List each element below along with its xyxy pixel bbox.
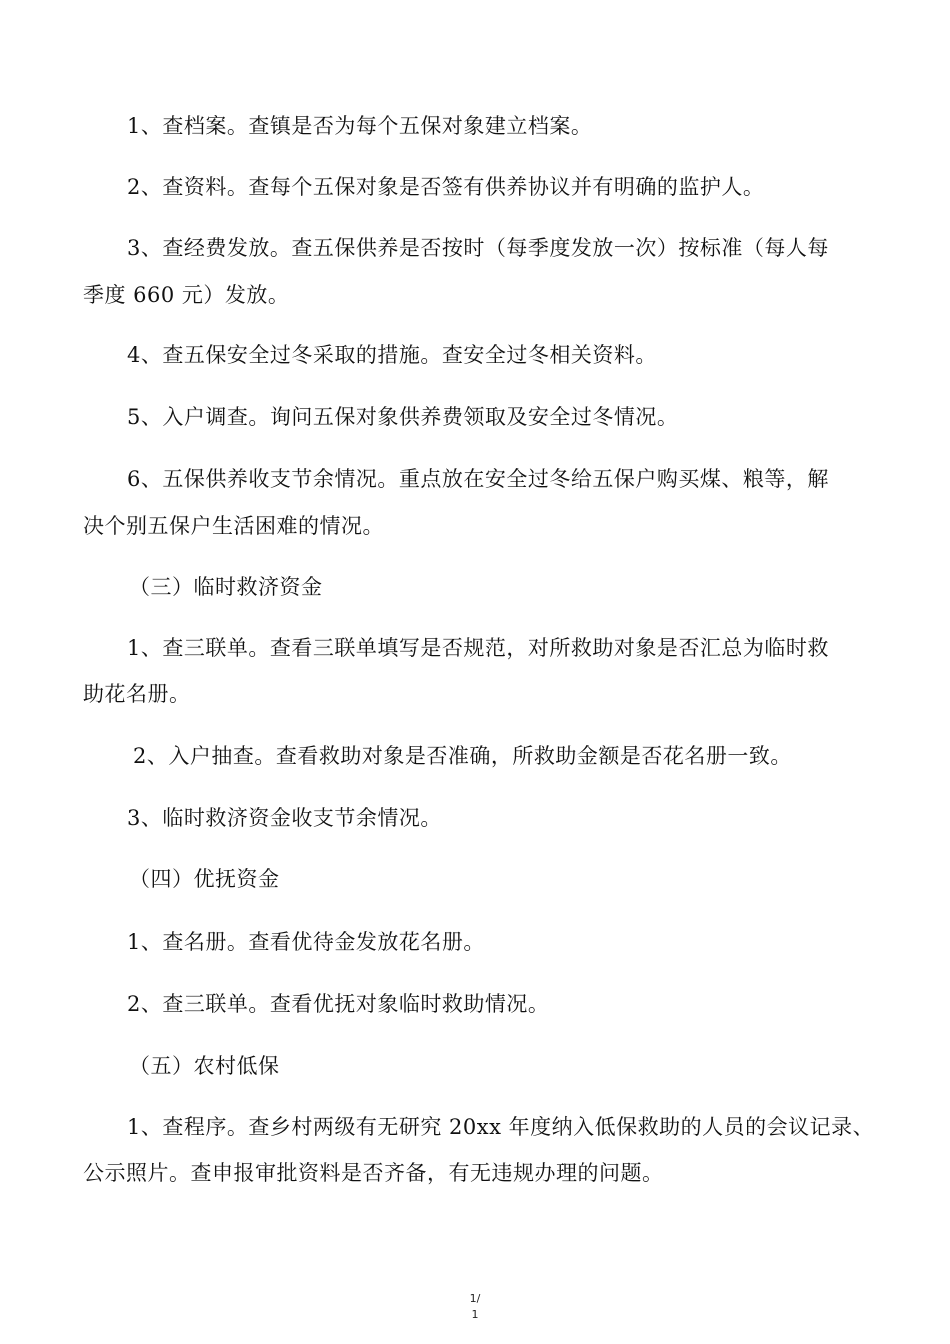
section-heading-temporary-relief: （三）临时救济资金 xyxy=(129,575,323,599)
item-check-procedure-line2: 公示照片。查申报审批资料是否齐备，有无违规办理的问题。 xyxy=(83,1161,664,1185)
item-check-roster: 1、查名册。查看优待金发放花名册。 xyxy=(127,930,485,954)
item-check-procedure-line1: 1、查程序。查乡村两级有无研究 20xx 年度纳入低保救助的人员的会议记录、 xyxy=(127,1115,875,1139)
section-heading-rural-subsistence: （五）农村低保 xyxy=(129,1054,280,1078)
item-check-funding-line2: 季度 660 元）发放。 xyxy=(83,283,290,307)
page-number-top: 1/ xyxy=(469,1292,481,1305)
item-check-materials: 2、查资料。查每个五保对象是否签有供养协议并有明确的监护人。 xyxy=(127,175,765,199)
item-check-funding-line1: 3、查经费发放。查五保供养是否按时（每季度发放一次）按标准（每人每 xyxy=(127,236,829,260)
page-number-bottom: 1 xyxy=(471,1308,479,1321)
item-balance-line1: 6、五保供养收支节余情况。重点放在安全过冬给五保户购买煤、粮等，解 xyxy=(127,467,829,491)
item-winter-measures: 4、查五保安全过冬采取的措施。查安全过冬相关资料。 xyxy=(127,343,657,367)
item-relief-balance: 3、临时救济资金收支节余情况。 xyxy=(127,806,442,830)
item-triplicate-line2: 助花名册。 xyxy=(83,682,191,706)
item-check-archives: 1、查档案。查镇是否为每个五保对象建立档案。 xyxy=(127,114,593,138)
item-spot-check: 2、入户抽查。查看救助对象是否准确，所救助金额是否花名册一致。 xyxy=(133,744,792,768)
item-balance-line2: 决个别五保户生活困难的情况。 xyxy=(83,514,384,538)
item-triplicate-line1: 1、查三联单。查看三联单填写是否规范，对所救助对象是否汇总为临时救 xyxy=(127,636,829,660)
item-check-triplicate: 2、查三联单。查看优抚对象临时救助情况。 xyxy=(127,992,550,1016)
section-heading-special-care: （四）优抚资金 xyxy=(129,867,280,891)
item-home-survey: 5、入户调查。询问五保对象供养费领取及安全过冬情况。 xyxy=(127,405,679,429)
